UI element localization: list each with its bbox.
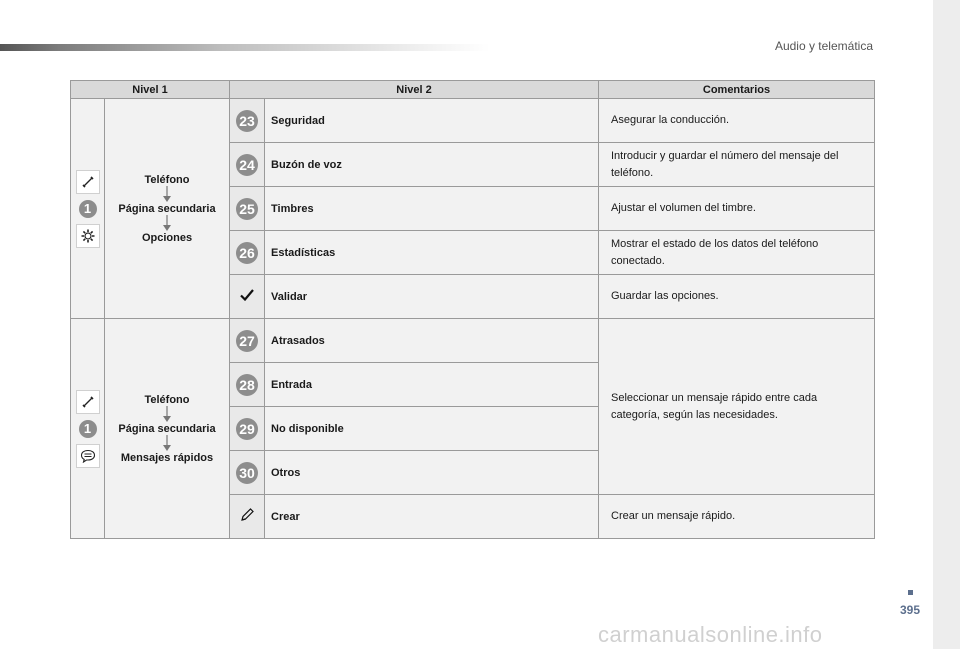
row-number <box>230 363 265 407</box>
phone-handset-icon <box>76 390 100 414</box>
row-icon <box>230 495 265 539</box>
row-number <box>230 99 265 143</box>
page-marker <box>908 590 913 595</box>
checkmark-icon <box>240 289 254 301</box>
number-badge: 23 <box>236 110 258 132</box>
number-badge: 26 <box>236 242 258 264</box>
row-comment: Ajustar el volumen del timbre. <box>599 187 875 231</box>
flow-step: Página secundaria <box>118 202 216 215</box>
column-header-nivel1: Nivel 1 <box>71 81 230 99</box>
row-label: Buzón de voz <box>265 143 599 187</box>
number-badge: 27 <box>236 330 258 352</box>
arrow-down-icon <box>162 406 172 423</box>
row-label: Entrada <box>265 363 599 407</box>
page-number: 395 <box>900 603 921 617</box>
row-label: Seguridad <box>265 99 599 143</box>
flow-step: Mensajes rápidos <box>120 451 214 464</box>
pencil-icon <box>239 507 255 523</box>
header-rule <box>0 44 490 51</box>
row-label: No disponible <box>265 407 599 451</box>
row-comment: Crear un mensaje rápido. <box>599 495 875 539</box>
flow-step: Teléfono <box>144 393 190 406</box>
level1-icons <box>71 319 105 539</box>
flow-step: Opciones <box>141 231 193 244</box>
row-comment: Guardar las opciones. <box>599 275 875 319</box>
phone-handset-icon <box>76 170 100 194</box>
side-strip <box>933 0 960 649</box>
number-badge: 25 <box>236 198 258 220</box>
row-label: Timbres <box>265 187 599 231</box>
row-comment: Asegurar la conducción. <box>599 99 875 143</box>
level1-path <box>105 99 230 319</box>
message-bubble-icon <box>76 444 100 468</box>
row-label: Crear <box>265 495 599 539</box>
flow-step: Página secundaria <box>118 422 216 435</box>
flow-step: Teléfono <box>144 173 190 186</box>
row-label: Atrasados <box>265 319 599 363</box>
level1-path <box>105 319 230 539</box>
number-badge: 30 <box>236 462 258 484</box>
row-number <box>230 407 265 451</box>
row-comment: Introducir y guardar el número del mensaje del teléfono. <box>599 143 875 187</box>
section-title: Audio y telemática <box>774 39 873 53</box>
watermark: carmanualsonline.info <box>598 622 823 647</box>
settings-cog-icon <box>76 224 100 248</box>
row-number <box>230 451 265 495</box>
row-number <box>230 231 265 275</box>
step-badge: 1 <box>79 420 97 438</box>
row-number <box>230 319 265 363</box>
column-header-comentarios: Comentarios <box>599 81 875 99</box>
row-label: Otros <box>265 451 599 495</box>
table-row <box>71 319 875 363</box>
level1-icons <box>71 99 105 319</box>
row-label: Estadísticas <box>265 231 599 275</box>
row-comment: Mostrar el estado de los datos del teléfono conectado. <box>599 231 875 275</box>
menu-table <box>70 80 875 539</box>
number-badge: 29 <box>236 418 258 440</box>
row-icon <box>230 275 265 319</box>
arrow-down-icon <box>162 186 172 203</box>
shared-comment: Seleccionar un mensaje rápido entre cada categoría, según las necesidades. <box>599 319 875 495</box>
number-badge: 24 <box>236 154 258 176</box>
row-label: Validar <box>265 275 599 319</box>
number-badge: 28 <box>236 374 258 396</box>
row-number <box>230 187 265 231</box>
column-header-nivel2: Nivel 2 <box>230 81 599 99</box>
row-number <box>230 143 265 187</box>
step-badge: 1 <box>79 200 97 218</box>
arrow-down-icon <box>162 435 172 452</box>
table-row <box>71 99 875 143</box>
arrow-down-icon <box>162 215 172 232</box>
